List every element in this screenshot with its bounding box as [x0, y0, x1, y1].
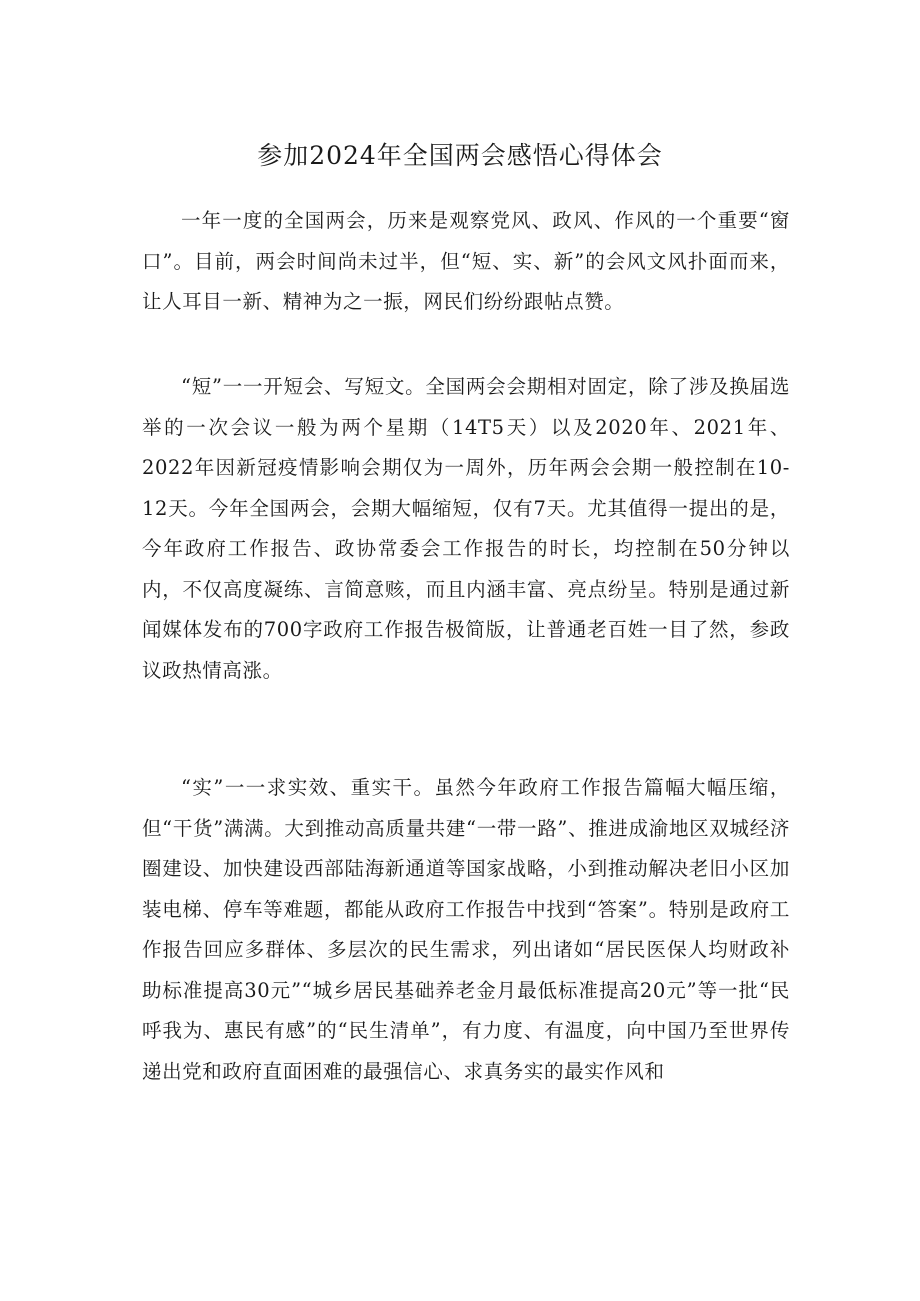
paragraph-practical: “实”一一求实效、重实干。虽然今年政府工作报告篇幅大幅压缩，但“干货”满满。大到推动高质量共建“一带一路”、推进成渝地区双城经济圈建设、加快建设西部陆海新通道等国家战略，小到推动解决老旧小区加装电梯、停车等难题，都能从政府工作报告中找到“答案”。特别是政府工作报告回应多群体、多层次的民生需求，列出诸如“居民医保人均财政补助标准提高30元”“城乡居民基础养老金月最低标准提高20元”等一批“民呼我为、惠民有感”的“民生清单”，有力度、有温度，向中国乃至世界传递出党和政府直面困难的最强信心、求真务实的最实作风和	[142, 776, 790, 1083]
document-title: 参加2024年全国两会感悟心得体会	[257, 141, 663, 170]
paragraph-intro: 一年一度的全国两会，历来是观察党风、政风、作风的一个重要“窗口”。目前，两会时间尚未过半，但“短、实、新”的会风文风扑面而来，让人耳目一新、精神为之一振，网民们纷纷跟帖点赞。	[142, 209, 790, 313]
paragraph-short: “短”一一开短会、写短文。全国两会会期相对固定，除了涉及换届选举的一次会议一般为两个星期（14T5天）以及2020年、2021年、2022年因新冠疫情影响会期仅为一周外，历年两会会期一般控制在10-12天。今年全国两会，会期大幅缩短，仅有7天。尤其值得一提出的是，今年政府工作报告、政协常委会工作报告的时长，均控制在50分钟以内，不仅高度凝练、言简意赅，而且内涵丰富、亮点纷呈。特别是通过新闻媒体发布的700字政府工作报告极简版，让普通老百姓一目了然，参政议政热情高涨。	[142, 375, 790, 682]
